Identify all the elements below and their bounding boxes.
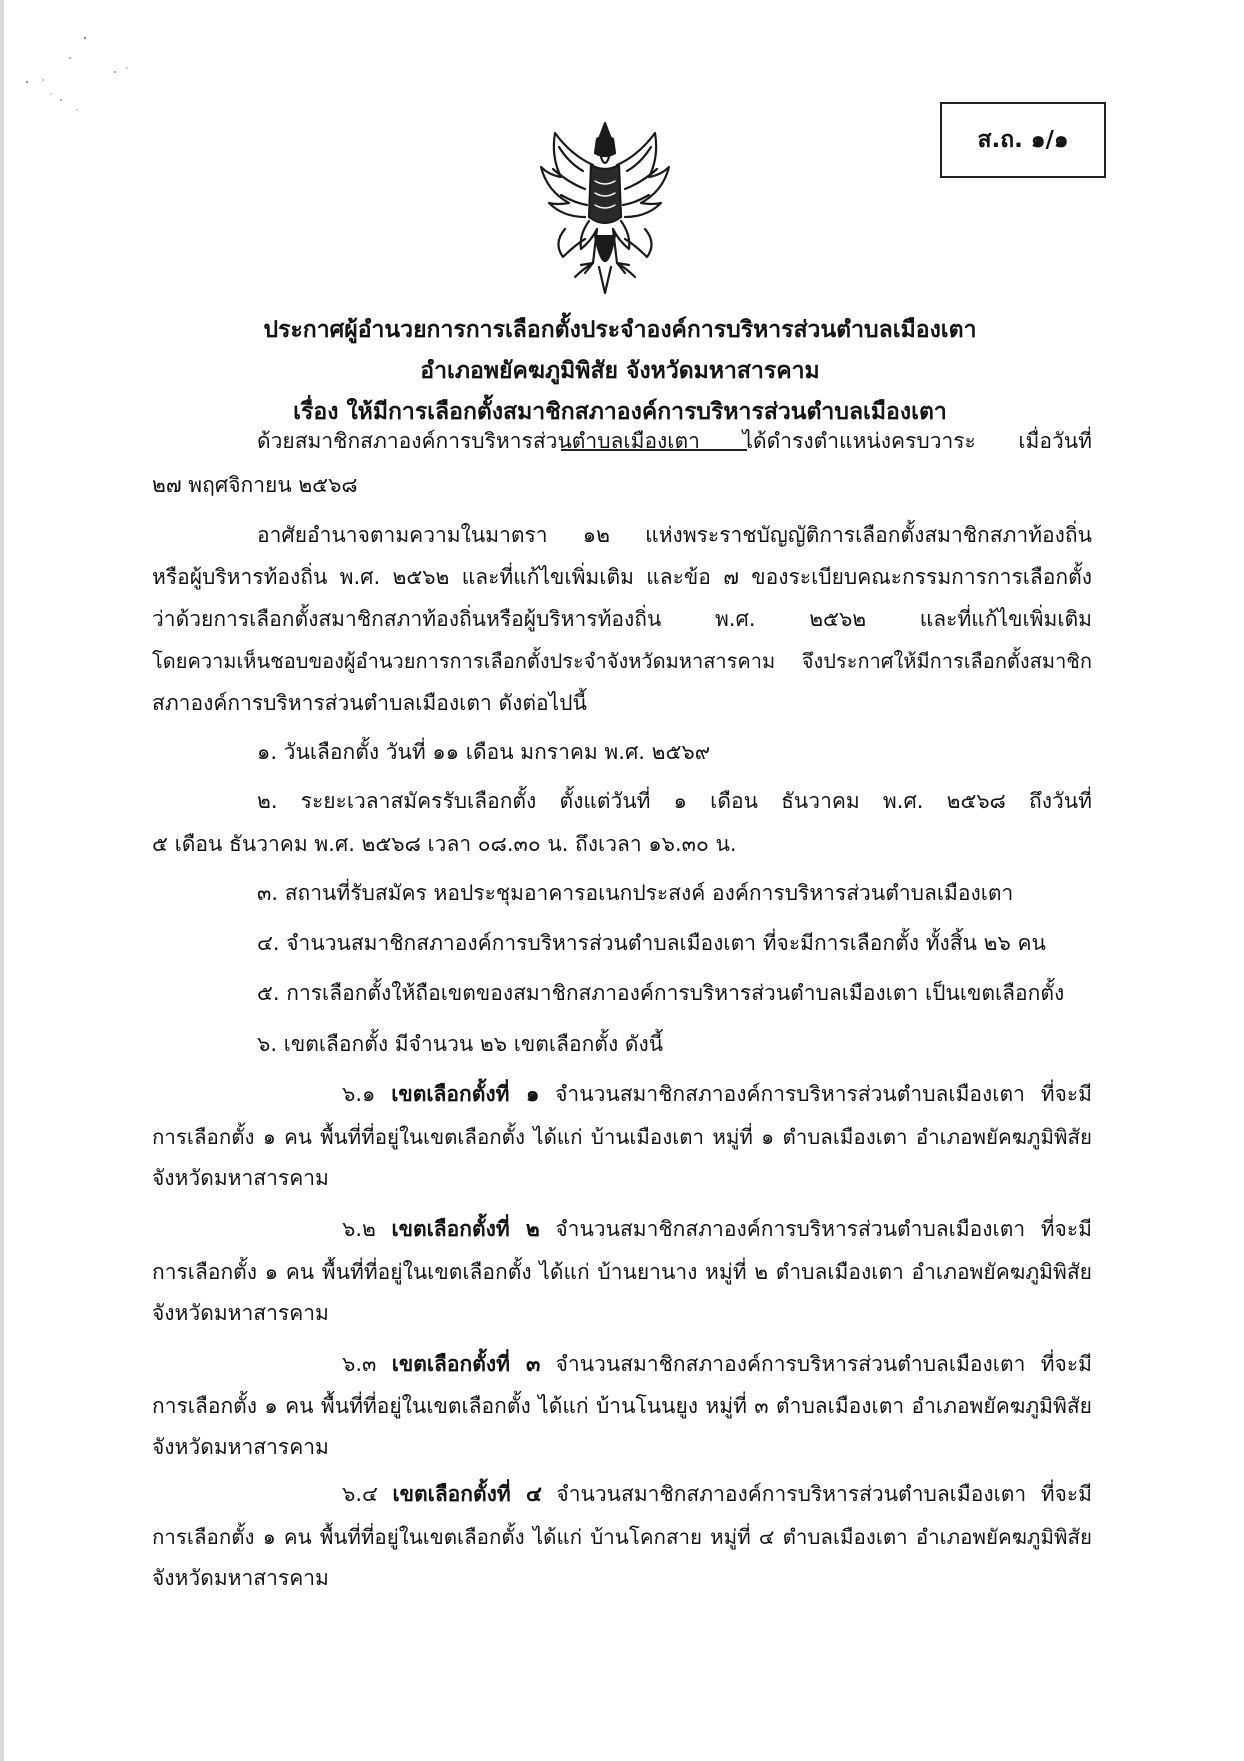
para2-line4: โดยความเห็นชอบของผู้อำนวยการการเลือกตั้งประจำจังหวัดมหาสารคาม จึงประกาศให้มีการเลือกตั้งสมาชิก — [152, 649, 1092, 673]
title-line-3: เรื่อง ให้มีการเลือกตั้งสมาชิกสภาองค์การบริหารส่วนตำบลเมืองเตา — [293, 399, 947, 425]
item-2-line1: ๒. ระยะเวลาสมัครรับเลือกตั้ง ตั้งแต่วันที่ ๑ เดือน ธันวาคม พ.ศ. ๒๕๖๘ ถึงวันที่ — [257, 789, 1092, 813]
district-3-line3: จังหวัดมหาสารคาม — [152, 1435, 329, 1459]
district-2-desc: จำนวนสมาชิกสภาองค์การบริหารส่วนตำบลเมืองเตา ที่จะมี — [539, 1217, 1092, 1241]
para2-line1: อาศัยอำนาจตามความในมาตรา ๑๒ แห่งพระราชบัญญัติการเลือกตั้งสมาชิกสภาท้องถิ่น — [257, 523, 1092, 547]
district-2-number: ๖.๒ — [342, 1217, 376, 1241]
district-4-line1 — [342, 1479, 1092, 1509]
district-4-line2: การเลือกตั้ง ๑ คน พื้นที่ที่อยู่ในเขตเลือกตั้ง ได้แก่ บ้านโคกสาย หมู่ที่ ๔ ตำบลเมืองเตา อำเภอพยัคฆภูมิพิสัย — [152, 1525, 1092, 1549]
district-1-line2: การเลือกตั้ง ๑ คน พื้นที่ที่อยู่ในเขตเลือกตั้ง ได้แก่ บ้านเมืองเตา หมู่ที่ ๑ ตำบลเมืองเตา อำเภอพยัคฆภูมิพิสัย — [152, 1125, 1092, 1149]
item-4: ๔. จำนวนสมาชิกสภาองค์การบริหารส่วนตำบลเมืองเตา ที่จะมีการเลือกตั้ง ทั้งสิ้น ๒๖ คน — [257, 931, 1046, 955]
scan-edge — [0, 0, 4, 1761]
para2-line2: หรือผู้บริหารท้องถิ่น พ.ศ. ๒๕๖๒ และที่แก้ไขเพิ่มเติม และข้อ ๗ ของระเบียบคณะกรรมการการเลือกตั้ง — [152, 565, 1092, 589]
item-3: ๓. สถานที่รับสมัคร หอประชุมอาคารอเนกประสงค์ องค์การบริหารส่วนตำบลเมืองเตา — [257, 881, 1014, 905]
district-2-heading: เขตเลือกตั้งที่ ๒ — [391, 1217, 540, 1241]
item-6: ๖. เขตเลือกตั้ง มีจำนวน ๒๖ เขตเลือกตั้ง ดังนี้ — [257, 1032, 664, 1056]
district-1-desc: จำนวนสมาชิกสภาองค์การบริหารส่วนตำบลเมืองเตา ที่จะมี — [539, 1082, 1093, 1106]
item-5: ๕. การเลือกตั้งให้ถือเขตของสมาชิกสภาองค์การบริหารส่วนตำบลเมืองเตา เป็นเขตเลือกตั้ง — [257, 981, 1065, 1005]
district-1-line3: จังหวัดมหาสารคาม — [152, 1166, 329, 1190]
district-3-line2: การเลือกตั้ง ๑ คน พื้นที่ที่อยู่ในเขตเลือกตั้ง ได้แก่ บ้านโนนยูง หมู่ที่ ๓ ตำบลเมืองเตา อำเภอพยัคฆภูมิพิสัย — [152, 1394, 1092, 1418]
para1-line2: ๒๗ พฤศจิกายน ๒๕๖๘ — [152, 473, 358, 497]
item-2-line2: ๕ เดือน ธันวาคม พ.ศ. ๒๕๖๘ เวลา ๐๘.๓๐ น. ถึงเวลา ๑๖.๓๐ น. — [152, 832, 737, 856]
district-4-line3: จังหวัดมหาสารคาม — [152, 1566, 329, 1590]
announcement-title — [120, 310, 1120, 433]
form-code-box — [940, 102, 1106, 178]
scan-specks — [15, 30, 155, 120]
title-line-2: อำเภอพยัคฆภูมิพิสัย จังหวัดมหาสารคาม — [420, 358, 820, 384]
para2-line3: ว่าด้วยการเลือกตั้งสมาชิกสภาท้องถิ่นหรือผู้บริหารท้องถิ่น พ.ศ. ๒๕๖๒ และที่แก้ไขเพิ่มเติม — [152, 607, 1092, 631]
district-2-line2: การเลือกตั้ง ๑ คน พื้นที่ที่อยู่ในเขตเลือกตั้ง ได้แก่ บ้านยานาง หมู่ที่ ๒ ตำบลเมืองเตา อำเภอพยัคฆภูมิพิสัย — [152, 1260, 1092, 1284]
item-1: ๑. วันเลือกตั้ง วันที่ ๑๑ เดือน มกราคม พ.ศ. ๒๕๖๙ — [257, 740, 711, 764]
district-3-desc: จำนวนสมาชิกสภาองค์การบริหารส่วนตำบลเมืองเตา ที่จะมี — [540, 1352, 1092, 1376]
district-4-number: ๖.๔ — [342, 1482, 378, 1506]
district-4-heading: เขตเลือกตั้งที่ ๔ — [392, 1482, 542, 1506]
form-code: ส.ถ. ๑/๑ — [977, 127, 1069, 153]
garuda-emblem-icon — [535, 117, 675, 295]
district-2-line3: จังหวัดมหาสารคาม — [152, 1301, 329, 1325]
district-4-desc: จำนวนสมาชิกสภาองค์การบริหารส่วนตำบลเมืองเตา ที่จะมี — [541, 1482, 1093, 1506]
district-1-heading: เขตเลือกตั้งที่ ๑ — [391, 1082, 540, 1106]
district-3-line1 — [342, 1349, 1092, 1379]
district-1-number: ๖.๑ — [342, 1082, 376, 1106]
title-line-1: ประกาศผู้อำนวยการการเลือกตั้งประจำองค์การบริหารส่วนตำบลเมืองเตา — [263, 317, 977, 343]
district-3-heading: เขตเลือกตั้งที่ ๓ — [391, 1352, 541, 1376]
para1-line1: ด้วยสมาชิกสภาองค์การบริหารส่วนตำบลเมืองเตา ได้ดำรงตำแหน่งครบวาระ เมื่อวันที่ — [257, 429, 1092, 453]
district-3-number: ๖.๓ — [342, 1352, 377, 1376]
para2-line5: สภาองค์การบริหารส่วนตำบลเมืองเตา ดังต่อไปนี้ — [152, 691, 587, 715]
district-1-line1 — [342, 1079, 1092, 1109]
district-2-line1 — [342, 1214, 1092, 1244]
